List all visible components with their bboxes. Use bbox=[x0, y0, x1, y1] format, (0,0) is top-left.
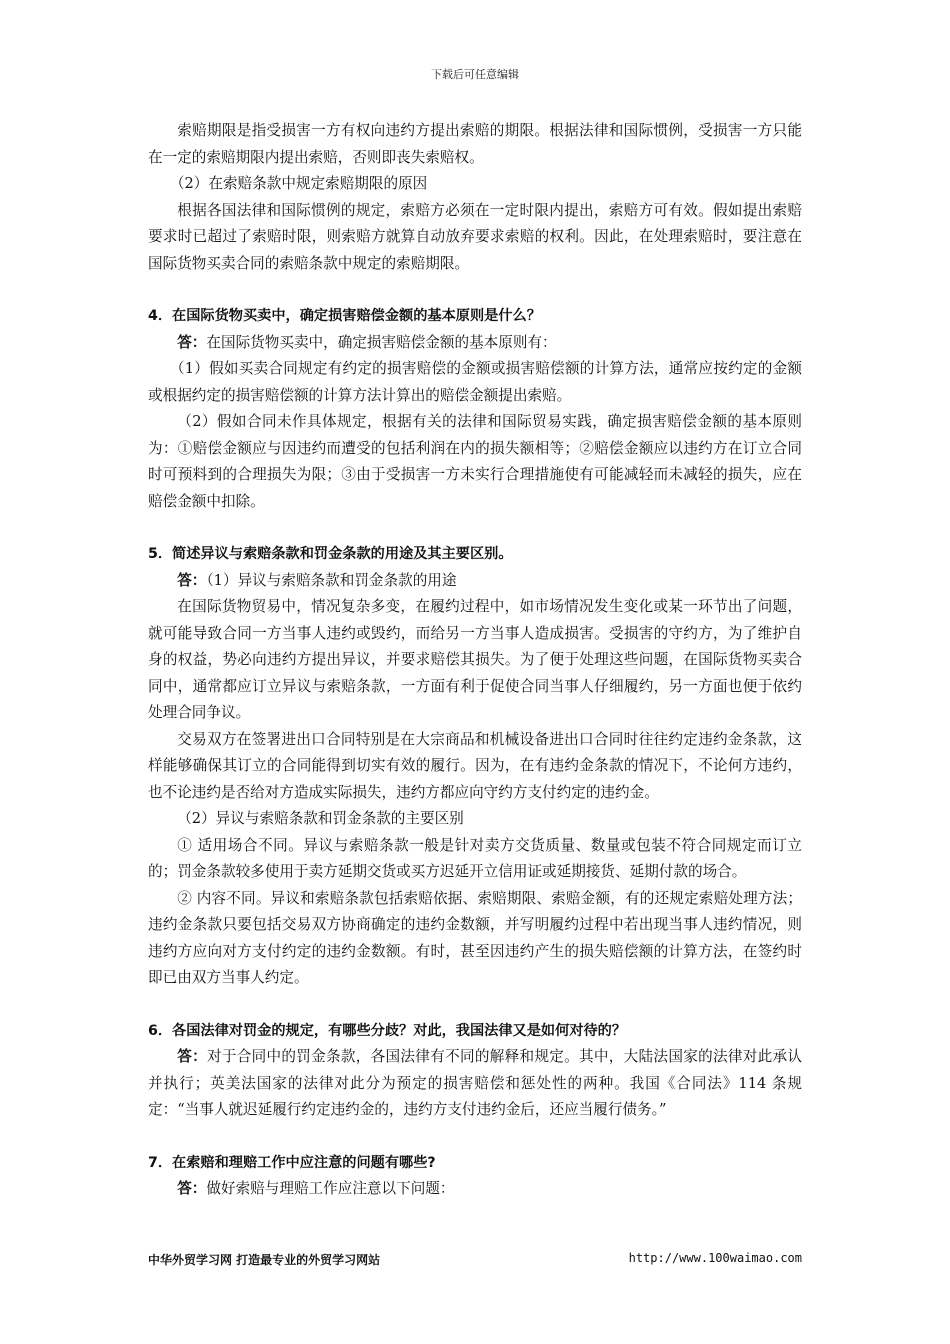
intro-paragraph-1: 索赔期限是指受损害一方有权向违约方提出索赔的期限。根据法律和国际惯例，受损害一方只能在一定的索赔期限内提出索赔，否则即丧失索赔权。 bbox=[148, 122, 802, 166]
question-4-title: 4．在国际货物买卖中，确定损害赔偿金额的基本原则是什么？ bbox=[148, 308, 541, 324]
question-5-answer bbox=[148, 568, 802, 595]
answer-label: 答： bbox=[177, 1048, 207, 1065]
question-5-subheading: （2）异议与索赔条款和罚金条款的主要区别 bbox=[177, 810, 464, 827]
question-5-paragraph-4: ② 内容不同。异议和索赔条款包括索赔依据、索赔期限、索赔金额，有的还规定索赔处理方法；违约金条款只要包括交易双方协商确定的违约金数额，并写明履约过程中若出现当事人违约情况，则违约方应向对方支付约定的违约金数额。有时，甚至因违约产生的损失赔偿额的计算方法，在签约时即已由双方当事人约定。 bbox=[148, 889, 802, 986]
question-5-paragraph-1: 在国际货物贸易中，情况复杂多变，在履约过程中，如市场情况发生变化或某一环节出了问题，就可能导致合同一方当事人违约或毁约，而给另一方当事人造成损害。受损害的守约方，为了维护自身的权益，势必向违约方提出异议，并要求赔偿其损失。为了便于处理这些问题，在国际货物买卖合同中，通常都应订立异议与索赔条款，一方面有利于促使合同当事人仔细履约，另一方面也便于依约处理合同争议。 bbox=[148, 598, 802, 721]
intro-paragraph-2: 根据各国法律和国际惯例的规定，索赔方必须在一定时限内提出，索赔方可有效。假如提出索赔要求时已超过了索赔时限，则索赔方就算自动放弃要求索赔的权利。因此，在处理索赔时，要注意在国际货物买卖合同的索赔条款中规定的索赔期限。 bbox=[148, 201, 802, 272]
question-5-paragraph-2: 交易双方在签署进出口合同特别是在大宗商品和机械设备进出口合同时往往约定违约金条款，这样能够确保其订立的合同能得到切实有效的履行。因为，在有违约金条款的情况下，不论何方违约，也不论违约是否给对方造成实际损失，违约方都应向守约方支付约定的违约金。 bbox=[148, 730, 802, 801]
answer-label: 答： bbox=[177, 333, 207, 351]
page-footer bbox=[148, 1251, 802, 1268]
question-6-answer bbox=[148, 1044, 802, 1124]
question-4-point-1: （1）假如买卖合同规定有约定的损害赔偿的金额或损害赔偿额的计算方法，通常应按约定的金额或根据约定的损害赔偿额的计算方法计算出的赔偿金额提出索赔。 bbox=[148, 360, 802, 404]
document-body bbox=[148, 118, 802, 1203]
answer-text: 做好索赔与理赔工作应注意以下问题： bbox=[206, 1180, 455, 1197]
question-4-point-2: （2）假如合同未作具体规定，根据有关的法律和国际贸易实践，确定损害赔偿金额的基本原则为：①赔偿金额应与因违约而遭受的包括利润在内的损失额相等；②赔偿金额应以违约方在订立合同时可预料到的合理损失为限；③由于受损害一方未实行合理措施使有可能减轻而未减轻的损失，应在赔偿金额中扣除。 bbox=[148, 413, 802, 510]
answer-text: 对于合同中的罚金条款，各国法律有不同的解释和规定。其中，大陆法国家的法律对此承认并执行；英美法国家的法律对此分为预定的损害赔偿和惩处性的两种。我国《合同法》114 条规定：“当事人就迟延履行约定违约金的，违约方支付违约金后，还应当履行债务。” bbox=[148, 1048, 802, 1118]
intro-subheading: （2）在索赔条款中规定索赔期限的原因 bbox=[169, 175, 428, 192]
footer-site-name: 中华外贸学习网 打造最专业的外贸学习网站 bbox=[148, 1253, 381, 1267]
answer-label: 答： bbox=[177, 571, 207, 589]
question-4-answer bbox=[148, 330, 802, 357]
question-7-title: 7．在索赔和理赔工作中应注意的问题有哪些? bbox=[148, 1154, 436, 1171]
question-7-answer bbox=[148, 1176, 802, 1203]
question-6-title: 6．各国法律对罚金的规定，有哪些分歧？对此，我国法律又是如何对待的？ bbox=[148, 1022, 627, 1039]
answer-lead: （1）异议与索赔条款和罚金条款的用途 bbox=[206, 571, 457, 589]
question-5-title: 5．简述异议与索赔条款和罚金条款的用途及其主要区别。 bbox=[148, 546, 513, 562]
answer-lead: 在国际货物买卖中，确定损害赔偿金额的基本原则有： bbox=[206, 333, 557, 351]
page-header: 下载后可任意编辑 bbox=[431, 68, 519, 81]
footer-url[interactable]: http://www.100waimao.com bbox=[628, 1251, 802, 1265]
answer-label: 答： bbox=[177, 1180, 207, 1197]
question-5-paragraph-3: ① 适用场合不同。异议与索赔条款一般是针对卖方交货质量、数量或包装不符合同规定而订立的；罚金条款较多使用于卖方延期交货或买方迟延开立信用证或延期接货、延期付款的场合。 bbox=[148, 836, 802, 880]
